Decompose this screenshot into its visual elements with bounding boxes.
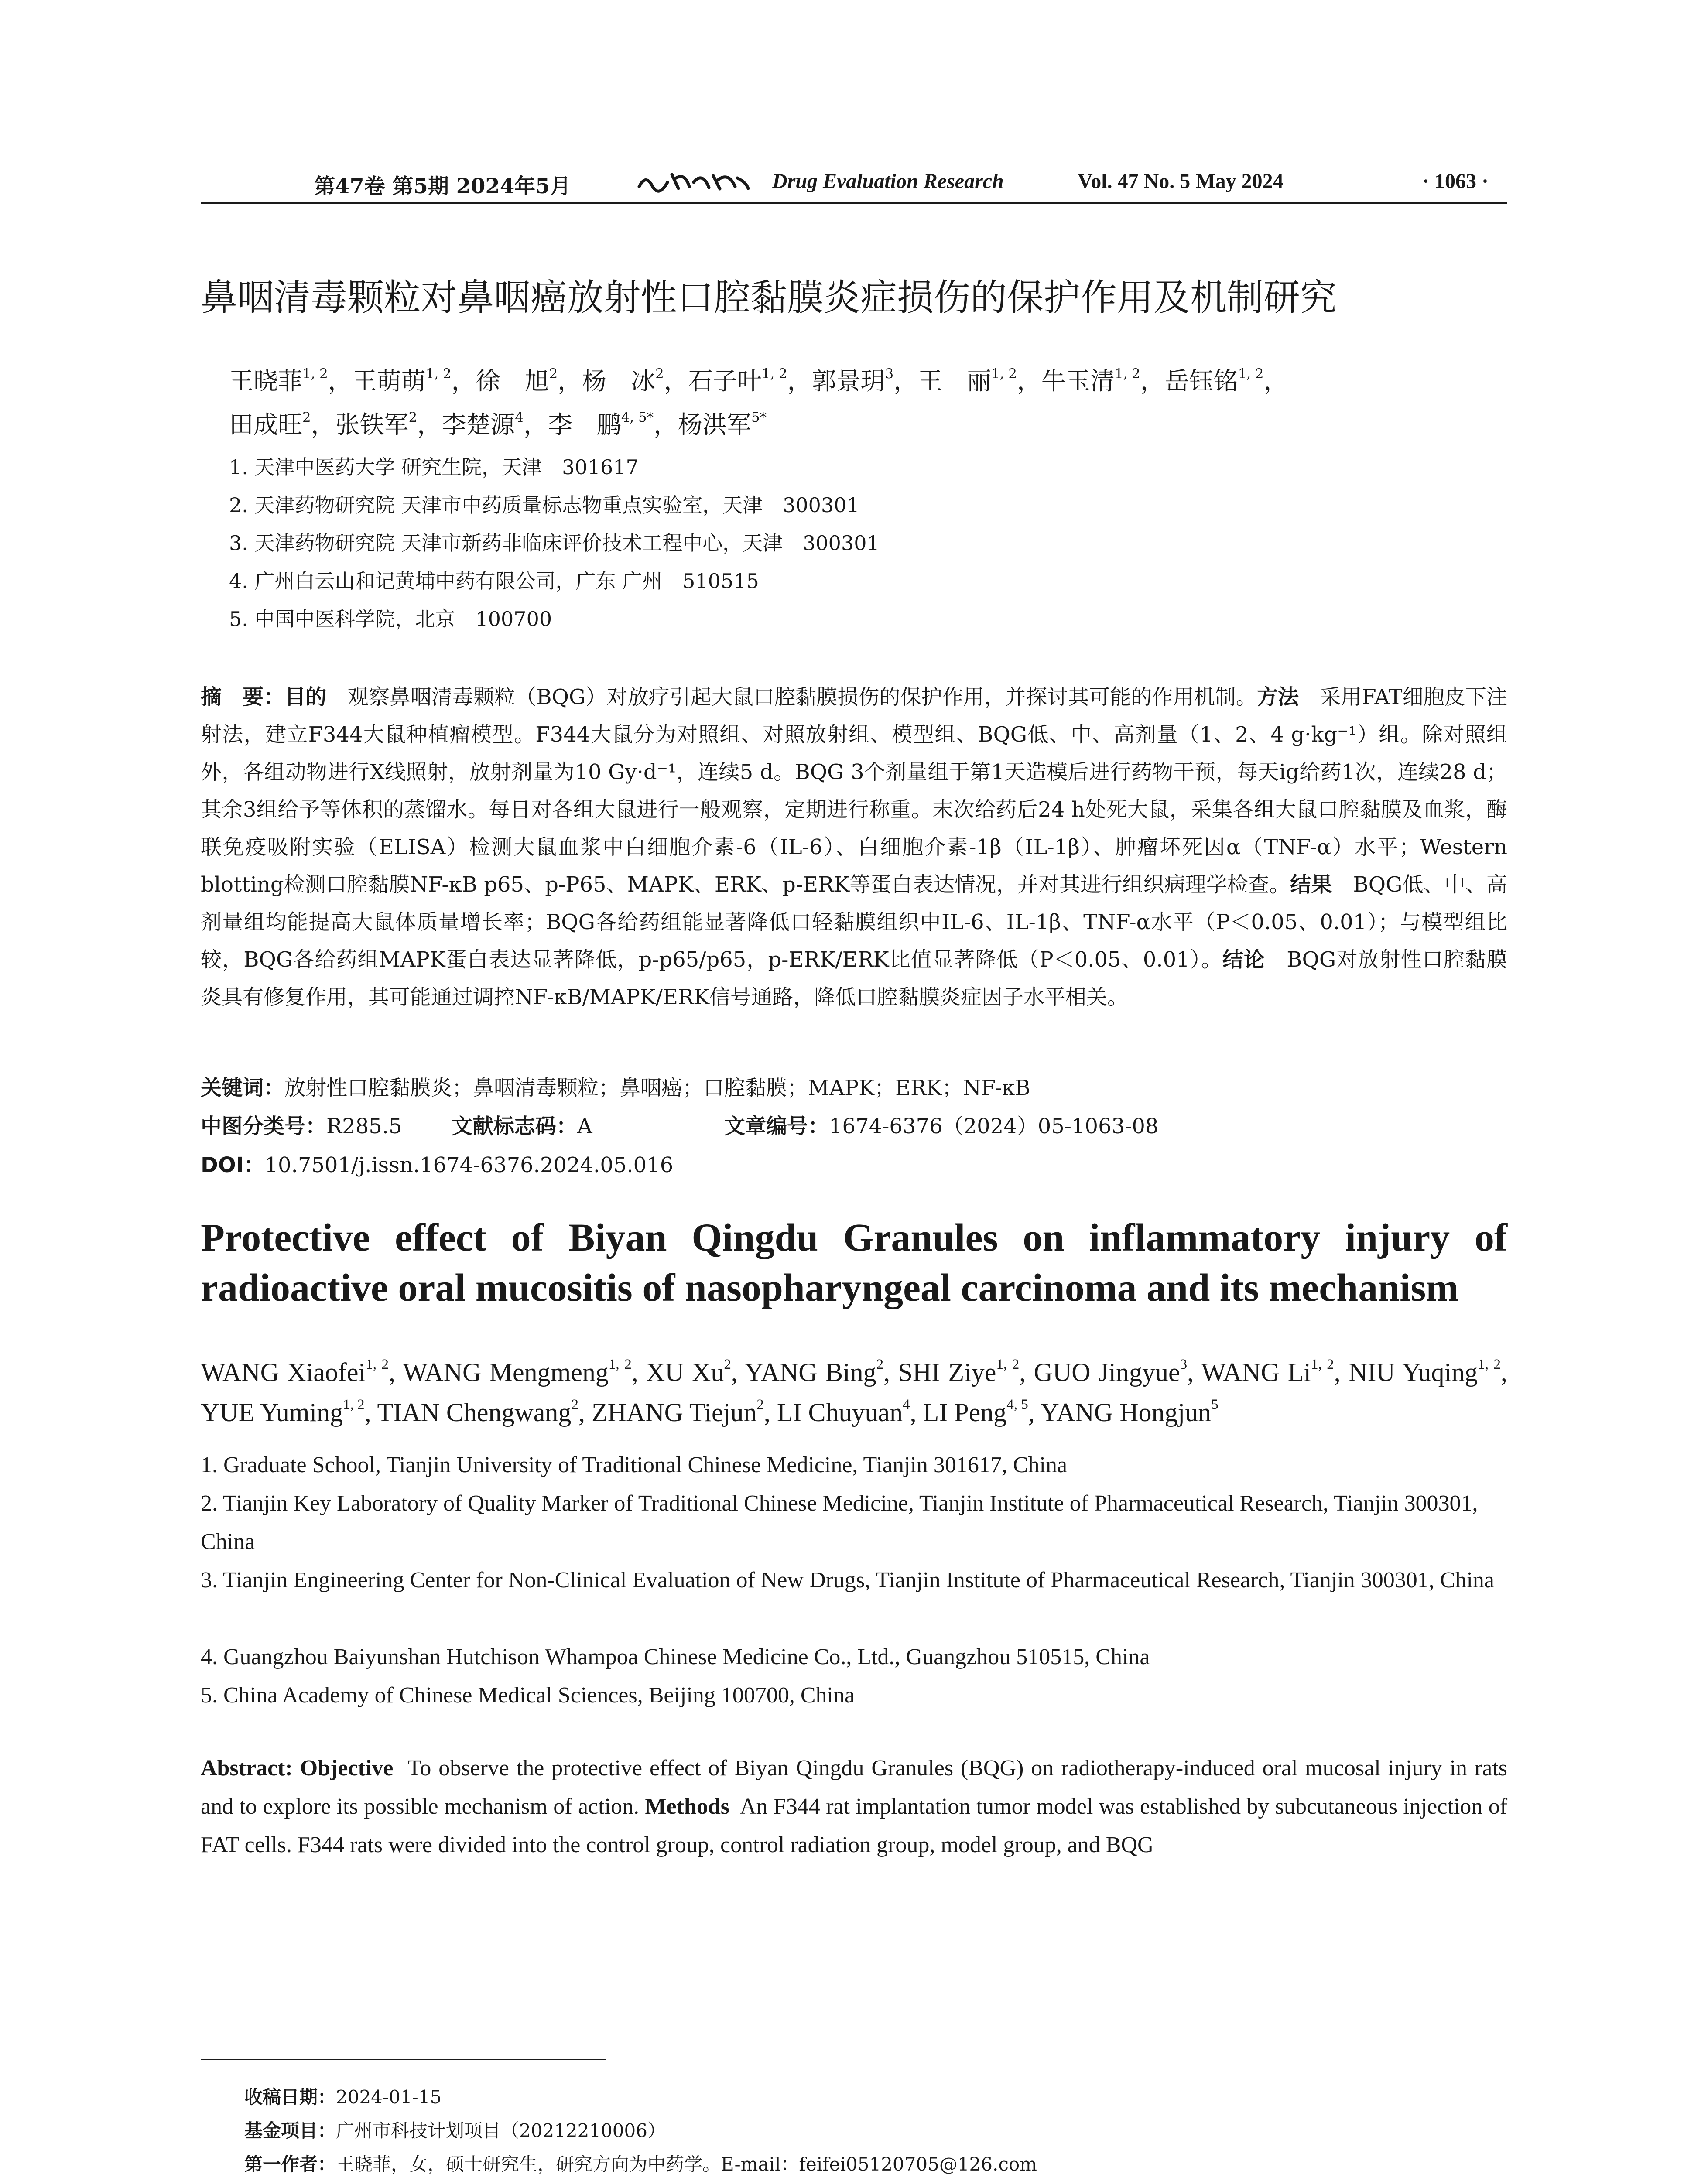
author-name-zh: ，李楚源	[417, 411, 515, 439]
author-affil-ref: 4	[903, 1396, 910, 1412]
author-affil-ref: 2	[571, 1396, 578, 1412]
author-name-en: LI Peng	[923, 1398, 1007, 1427]
footnote-first-author	[244, 2150, 1037, 2176]
methods-en-text: An F344 rat implantation tumor model was established by subcutaneous injection of FAT cells. F344 rats were divided into the control group, control radiation group, model group, and BQG	[201, 1794, 1508, 1857]
conclusion-zh-label: 结论	[1222, 947, 1266, 972]
author-affil-ref: 1, 2	[761, 366, 787, 382]
author-affil-ref: 2	[655, 366, 664, 382]
keywords-zh-label: 关键词：	[201, 1076, 285, 1100]
author-affil-ref: 2	[876, 1356, 884, 1372]
author-name-zh: ，王 丽	[893, 367, 992, 396]
author-name-zh: ，	[1263, 367, 1288, 396]
received-label: 收稿日期：	[244, 2086, 336, 2108]
author-name-en: YUE Yuming	[201, 1398, 343, 1427]
affiliation-en-2: 2. Tianjin Key Laboratory of Quality Marker of Traditional Chinese Medicine, Tianjin Institute of Pharmaceutical Research, Tianjin 300301, China	[201, 1491, 1478, 1554]
doi-link[interactable]: 10.7501/j.issn.1674-6376.2024.05.016	[264, 1153, 674, 1177]
objective-en-label: Objective	[300, 1756, 394, 1781]
author-affil-ref: 1, 2	[996, 1356, 1020, 1372]
header-journal-en: Drug Evaluation Research	[772, 170, 1004, 193]
footnote-fund	[244, 2116, 666, 2143]
methods-en-label: Methods	[645, 1794, 729, 1819]
abstract-en	[201, 1749, 1507, 1864]
author-name-zh: ，徐 旭	[451, 367, 549, 396]
author-name-en: WANG Mengmeng	[403, 1358, 609, 1387]
author-name-en: TIAN Chengwang	[377, 1398, 572, 1427]
author-name-zh: ，李 鹏	[523, 411, 621, 439]
author-affil-ref: 2	[756, 1396, 764, 1412]
author-affil-ref: 1, 2	[1478, 1356, 1501, 1372]
title-zh: 鼻咽清毒颗粒对鼻咽癌放射性口腔黏膜炎症损伤的保护作用及机制研究	[201, 276, 1337, 319]
author-name-en: WANG Xiaofei	[201, 1358, 366, 1387]
author-affil-ref: 4	[515, 409, 524, 425]
author-affil-ref: 5	[1211, 1396, 1219, 1412]
author-name-zh: 王晓菲	[229, 367, 302, 396]
author-name-zh: ，岳钰铭	[1140, 367, 1238, 396]
author-name-en: YANG Bing	[744, 1358, 876, 1387]
doc-code-value: A	[577, 1114, 592, 1138]
title-en: Protective effect of Biyan Qingdu Granules on inflammatory injury of radioactive oral mucositis of nasopharyngeal carcinoma and its mechanism	[201, 1216, 1507, 1309]
page-number: · 1063 ·	[1422, 170, 1489, 193]
author-affil-ref: 1, 2	[302, 366, 328, 382]
article-no-label: 文章编号：	[724, 1114, 829, 1138]
affiliation-zh-1: 1. 天津中医药大学 研究生院，天津 301617	[229, 455, 639, 479]
conclusion-zh-text: BQG对放射性口腔黏膜炎具有修复作用，其可能通过调控NF-κB/MAPK/ERK信号通路，降低口腔黏膜炎症因子水平相关。	[201, 947, 1507, 1009]
author-affil-ref: 1, 2	[425, 366, 452, 382]
abstract-en-label: Abstract:	[201, 1756, 293, 1781]
author-name-en: YANG Hongjun	[1040, 1398, 1212, 1427]
author-name-en: XU Xu	[646, 1358, 724, 1387]
author-name-zh: ，牛玉清	[1017, 367, 1115, 396]
header-volume-en: Vol. 47 No. 5 May 2024	[1078, 170, 1284, 193]
article-no-value: 1674-6376（2024）05-1063-08	[829, 1114, 1159, 1138]
author-affil-ref: 4, 5*	[621, 409, 654, 425]
author-name-en: ZHANG Tiejun	[591, 1398, 757, 1427]
footnote-received	[244, 2083, 442, 2109]
running-header	[201, 169, 1509, 204]
author-name-zh: 田成旺	[229, 411, 302, 439]
author-name-en: LI Chuyuan	[777, 1398, 903, 1427]
author-affil-ref: 5*	[751, 409, 767, 425]
fund-label: 基金项目：	[244, 2120, 336, 2141]
clc-value: R285.5	[326, 1114, 402, 1138]
abstract-zh-label: 摘 要：	[201, 685, 285, 709]
affiliation-en-1: 1. Graduate School, Tianjin University of Traditional Chinese Medicine, Tianjin 301617, China	[201, 1453, 1068, 1477]
abstract-zh	[201, 678, 1507, 1016]
affiliation-en-5: 5. China Academy of Chinese Medical Sciences, Beijing 100700, China	[201, 1683, 855, 1708]
author-name-en: SHI Ziye	[898, 1358, 996, 1387]
author-affil-ref: 1, 2	[1238, 366, 1264, 382]
author-name-en: GUO Jingyue	[1034, 1358, 1180, 1387]
author-name-zh: ，郭景玥	[787, 367, 885, 396]
author-affil-ref: 2	[302, 409, 311, 425]
affiliation-zh-3: 3. 天津药物研究院 天津市新药非临床评价技术工程中心，天津 300301	[229, 531, 880, 555]
header-rule	[201, 202, 1507, 204]
author-affil-ref: 2	[724, 1356, 731, 1372]
author-affil-ref: 3	[885, 366, 894, 382]
journal-logo	[637, 168, 750, 194]
affiliation-en-3: 3. Tianjin Engineering Center for Non-Clinical Evaluation of New Drugs, Tianjin Institute of Pharmaceutical Research, Tianjin 300301, China	[201, 1568, 1495, 1593]
journal-logo-calligraphy-icon	[637, 169, 750, 194]
author-affil-ref: 1, 2	[343, 1396, 365, 1412]
affiliation-zh-4: 4. 广州白云山和记黄埔中药有限公司，广东 广州 510515	[229, 569, 759, 593]
authors-zh-line2	[229, 406, 1512, 441]
keywords-zh-text: 放射性口腔黏膜炎；鼻咽清毒颗粒；鼻咽癌；口腔黏膜；MAPK；ERK；NF-κB	[284, 1076, 1030, 1100]
author-name-en: NIU Yuqing	[1349, 1358, 1478, 1387]
objective-zh-text: 观察鼻咽清毒颗粒（BQG）对放疗引起大鼠口腔黏膜损伤的保护作用，并探讨其可能的作用机制。	[347, 685, 1257, 709]
clc-label: 中图分类号：	[201, 1114, 327, 1138]
header-issue-zh: 第47卷 第5期 2024年5月	[314, 174, 571, 198]
author-name-zh: ，张铁军	[311, 411, 409, 439]
first-author-text: 王晓菲，女，硕士研究生，研究方向为中药学。E-mail：feifei05120705@126.com	[336, 2154, 1037, 2175]
results-zh-text: BQG低、中、高剂量组均能提高大鼠体质量增长率；BQG各给药组能显著降低口轻黏膜组织中IL-6、IL-1β、TNF-α水平（P＜0.05、0.01）；与模型组比较，BQG各给药组MAPK蛋白表达显著降低，p-p65/p65，p-ERK/ERK比值显著降低（P＜0.05、0.01）。	[201, 872, 1507, 972]
author-name-zh: ，杨 冰	[558, 367, 656, 396]
affiliation-zh-2: 2. 天津药物研究院 天津市中药质量标志物重点实验室，天津 300301	[229, 493, 859, 517]
authors-en: WANG Xiaofei$^{1, 2}$, WANG Mengmeng$^{1, 2}$, XU Xu$^2$, YANG Bing$^2$, SHI Ziye$^{1, 2}$, GUO Jingyue$^3$, WANG Li$^{1, 2}$, NIU Yuqing$^{1, 2}$, YUE Yuming$^{1, 2}$, TIAN Chengwang$^2$, ZHANG Tiejun$^2$, LI Chuyuan$^4$, LI Peng$^{4, 5}$, YANG Hongjun$^5$	[201, 1356, 1508, 1427]
doi-label: DOI：	[201, 1153, 265, 1177]
keywords-zh	[201, 1071, 1030, 1101]
results-zh-label: 结果	[1290, 872, 1332, 897]
objective-en-text: To observe the protective effect of Biyan Qingdu Granules (BQG) on radiotherapy-induced oral mucosal injury in rats and to explore its possible mechanism of action.	[201, 1756, 1508, 1819]
affiliation-en-4: 4. Guangzhou Baiyunshan Hutchison Whampoa Chinese Medicine Co., Ltd., Guangzhou 510515, China	[201, 1644, 1150, 1669]
author-affil-ref: 1, 2	[366, 1356, 389, 1372]
author-affil-ref: 1, 2	[1114, 366, 1140, 382]
author-name-zh: ，石子叶	[664, 367, 762, 396]
author-name-zh: ，王萌萌	[328, 367, 426, 396]
objective-zh-label: 目的	[284, 685, 327, 709]
author-affil-ref: 1, 2	[991, 366, 1017, 382]
classification-zh	[201, 1109, 1507, 1139]
doi-zh	[201, 1148, 673, 1178]
received-date: 2024-01-15	[336, 2086, 442, 2108]
author-affil-ref: 2	[408, 409, 418, 425]
fund-text: 广州市科技计划项目（20212210006）	[336, 2120, 666, 2141]
author-affil-ref: 1, 2	[1311, 1356, 1334, 1372]
methods-zh-label: 方法	[1256, 685, 1299, 709]
authors-zh-line1	[229, 362, 1512, 397]
author-affil-ref: 1, 2	[608, 1356, 632, 1372]
affiliation-zh-5: 5. 中国中医科学院，北京 100700	[229, 607, 552, 631]
author-name-zh: ，杨洪军	[654, 411, 751, 439]
footnote-rule	[201, 2059, 606, 2060]
author-affil-ref: 3	[1180, 1356, 1188, 1372]
author-affil-ref: 4, 5	[1006, 1396, 1028, 1412]
methods-zh-text: 采用FAT细胞皮下注射法，建立F344大鼠种植瘤模型。F344大鼠分为对照组、对照放射组、模型组、BQG低、中、高剂量（1、2、4 g·kg⁻¹）组。除对照组外，各组动物进行X线照射，放射剂量为10 Gy·d⁻¹，连续5 d。BQG 3个剂量组于第1天造模后进行药物干预，每天ig给药1次，连续28 d；其余3组给予等体积的蒸馏水。每日对各组大鼠进行一般观察，定期进行称重。末次给药后24 h处死大鼠，采集各组大鼠口腔黏膜及血浆，酶联免疫吸附实验（ELISA）检测大鼠血浆中白细胞介素-6（IL-6）、白细胞介素-1β（IL-1β）、肿瘤坏死因α（TNF-α）水平；Western blotting检测口腔黏膜NF-κB p65、p-P65、MAPK、ERK、p-ERK等蛋白表达情况，并对其进行组织病理学检查。	[201, 685, 1507, 897]
doc-code-label: 文献标志码：	[452, 1114, 578, 1138]
author-name-en: WANG Li	[1201, 1358, 1311, 1387]
author-affil-ref: 2	[549, 366, 558, 382]
first-author-label: 第一作者：	[244, 2154, 336, 2175]
